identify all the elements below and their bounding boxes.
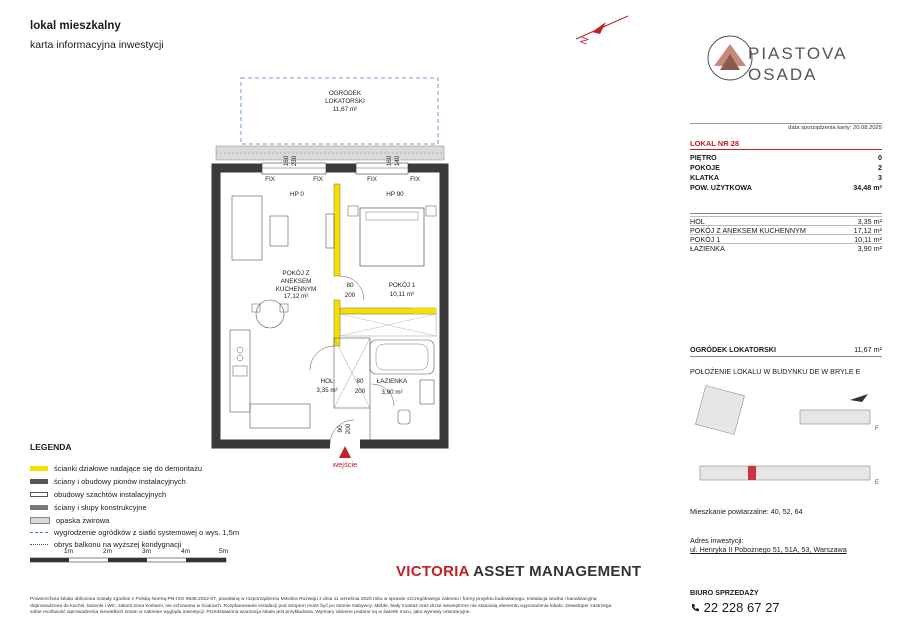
scale-label: 4m bbox=[181, 548, 191, 555]
house-logo-icon bbox=[706, 30, 754, 86]
window-dim: 160 bbox=[386, 155, 394, 167]
door-dim: 200 bbox=[344, 292, 356, 299]
brand-logo: VICTORIA ASSET MANAGEMENT bbox=[396, 563, 642, 580]
repeat-info: Mieszkanie powtarzalne: 40, 52, 64 bbox=[690, 507, 803, 516]
room-row: HOL 3,35 m² bbox=[690, 217, 882, 226]
bath-label: ŁAZIENKA bbox=[376, 378, 408, 385]
legend-item: opaska żwirowa bbox=[30, 516, 109, 525]
scale-bar bbox=[30, 556, 230, 566]
svg-text:F: F bbox=[875, 426, 879, 432]
legend-item: ścianki działowe nadające się do demontażu bbox=[30, 464, 202, 473]
legend-item: obrys balkonu na wyższej kondygnacji bbox=[30, 540, 181, 549]
hp-right: HP 90 bbox=[386, 191, 404, 198]
legend-item: obudowy szachtów instalacyjnych bbox=[30, 490, 166, 499]
hol-area: 3,35 m² bbox=[316, 387, 338, 394]
floor-plan bbox=[0, 0, 470, 480]
door-dim: 80 bbox=[346, 282, 354, 289]
site-map bbox=[690, 380, 885, 500]
window-dim: 230 bbox=[291, 155, 299, 167]
disclaimer: Powierzchnia lokalu obliczona zostały zgodnie z Polską Normą PN-ISO 9836:2022-07, powołaną w rozporządzeniu Ministra Rozwoju z dnia 11 września 2020 roku w sprawie szczegółowego zakresu i formy projektu budowlanego. Instalacja wodna i kanalizacyjna doprowadzona do kuchni, łazienki i WC, zakończona korkami, nie schowana w ścianach. Rozplanowanie instalacji pod stropem może być po stronie Nabywcy. Meble, biały montaż oraz drzwi wewnętrzne nie stanowią elementu wyposażenia lokalu. Deweloper zastrzega sobie możliwość wprowadzenia niewielkich zmian w zakresie wyglądu inwestycji. Przedstawiona aranżacja lokalu jest przykładowa. Wymiary okienne podane są w świetle muru, jako wymiary orientacyjne. bbox=[30, 597, 612, 616]
hp-left: HP 0 bbox=[290, 191, 304, 198]
legend-item: ściany i słupy konstrukcyjne bbox=[30, 503, 147, 512]
fix-label: FIX bbox=[410, 176, 420, 183]
legend-item: ściany i obudowy pionów instalacyjnych bbox=[30, 477, 186, 486]
svg-text:E: E bbox=[875, 480, 880, 486]
door-dim: 200 bbox=[354, 388, 366, 395]
room-living-label: POKÓJ Z ANEKSEM KUCHENNYM bbox=[275, 270, 317, 293]
hol-label: HOL bbox=[320, 378, 334, 385]
room-row: ŁAZIENKA 3,90 m² bbox=[690, 244, 882, 253]
date-created: data sporządzenia karty: 20.08.2025 bbox=[690, 123, 882, 131]
scale-label: 2m bbox=[103, 548, 113, 555]
page-title: lokal mieszkalny bbox=[30, 20, 121, 32]
scale-label: 3m bbox=[142, 548, 152, 555]
info-row: POW. UŻYTKOWA 34,48 m² bbox=[690, 183, 882, 192]
divider bbox=[690, 213, 882, 214]
entrance-label: wejście bbox=[332, 460, 358, 469]
info-row: POKOJE 2 bbox=[690, 163, 882, 172]
scale-label: 5m bbox=[219, 548, 229, 555]
bath-area: 3,90 m² bbox=[381, 389, 403, 396]
room-1-label: POKÓJ 1 bbox=[388, 282, 416, 289]
legend-item: wygrodzenie ogródków z siatki systemowej o wys. 1,5m bbox=[30, 528, 239, 537]
entry-dim: 90 bbox=[337, 425, 345, 433]
address-label: Adres inwestycji: bbox=[690, 536, 744, 545]
fix-label: FIX bbox=[313, 176, 323, 183]
window-dim: 160 bbox=[283, 155, 291, 167]
room-1-area: 10,11 m² bbox=[389, 291, 415, 298]
garden-area: 11,67 m² bbox=[332, 106, 358, 113]
divider bbox=[690, 149, 882, 150]
page-subtitle: karta informacyjna inwestycji bbox=[30, 39, 164, 51]
room-living-area: 17,12 m² bbox=[283, 293, 309, 300]
location-label: POŁOŻENIE LOKALU W BUDYNKU DE W BRYLE E bbox=[690, 367, 861, 376]
phone-number: 22 228 67 27 bbox=[690, 600, 780, 615]
scale-label: 1m bbox=[64, 548, 74, 555]
fix-label: FIX bbox=[367, 176, 377, 183]
svg-text:N: N bbox=[578, 35, 592, 47]
entry-dim: 200 bbox=[345, 423, 353, 435]
north-arrow-icon bbox=[572, 12, 632, 48]
logo-text: PIASTOVA OSADA bbox=[748, 44, 848, 85]
legend-heading: LEGENDA bbox=[30, 442, 72, 452]
sales-label: BIURO SPRZEDAŻY bbox=[690, 588, 759, 597]
door-dim: 80 bbox=[356, 378, 364, 385]
address: ul. Henryka II Pobożnego 51, 51A, 53, Warszawa bbox=[690, 545, 847, 554]
lokal-number: LOKAL NR 28 bbox=[690, 139, 740, 148]
garden-row: OGRÓDEK LOKATORSKI 11,67 m² bbox=[690, 345, 882, 354]
garden-label: OGRÓDEK LOKATORSKI bbox=[325, 90, 365, 105]
room-row: POKÓJ 1 10,11 m² bbox=[690, 235, 882, 244]
divider bbox=[690, 356, 882, 357]
phone-icon bbox=[690, 603, 700, 613]
room-row: POKÓJ Z ANEKSEM KUCHENNYM 17,12 m² bbox=[690, 226, 882, 235]
window-dim: 140 bbox=[394, 155, 402, 167]
fix-label: FIX bbox=[265, 176, 275, 183]
info-row: PIĘTRO 0 bbox=[690, 153, 882, 162]
info-row: KLATKA 3 bbox=[690, 173, 882, 182]
